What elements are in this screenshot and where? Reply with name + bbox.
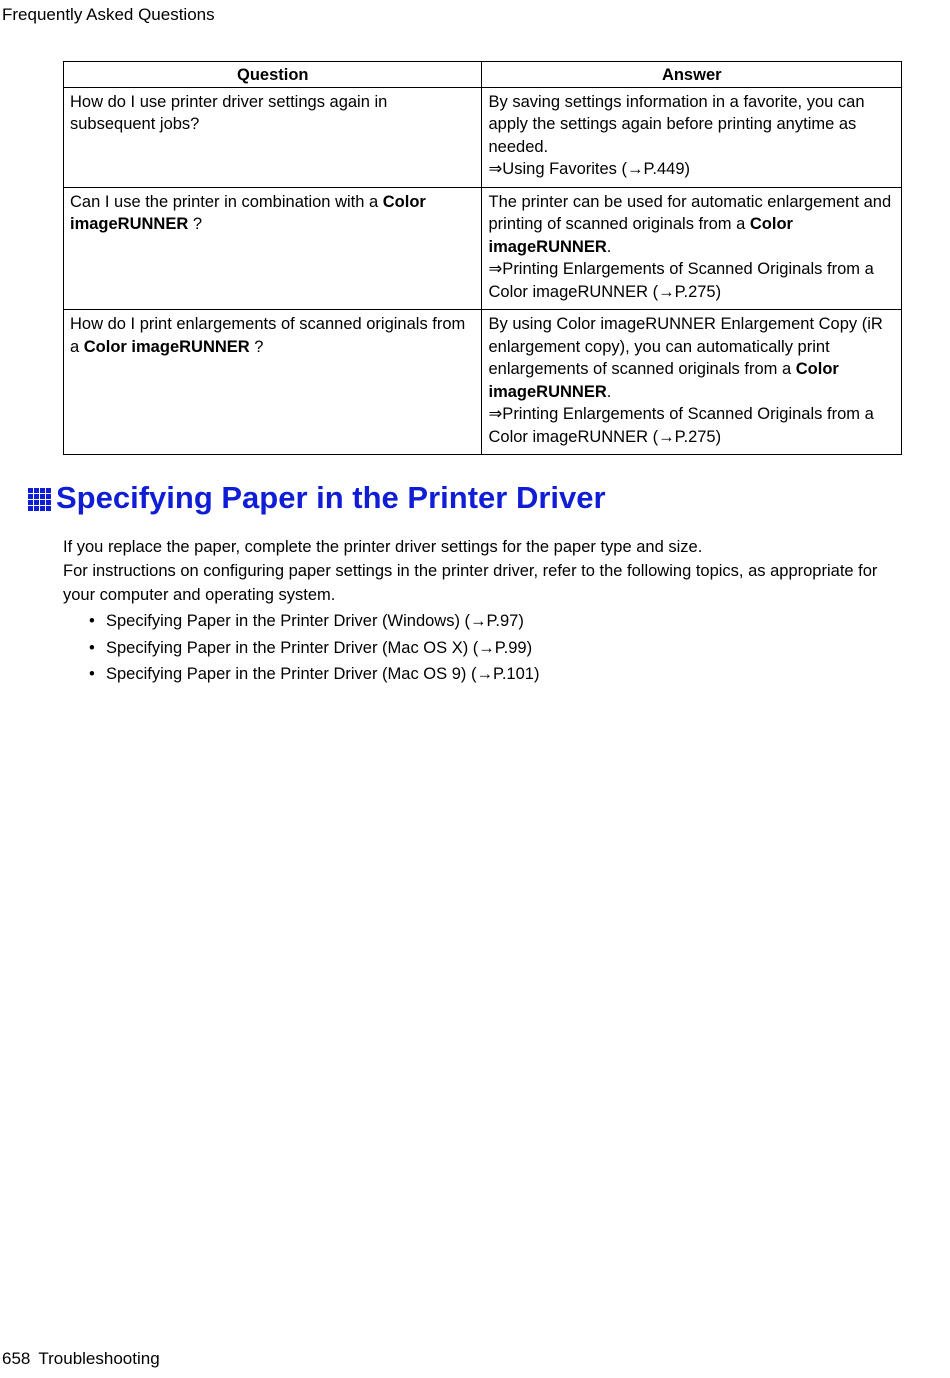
- answer-text: By using Color imageRUNNER Enlargement Copy (iR enlargement copy), you can automatically print enlargements of scanned originals from a: [488, 315, 883, 378]
- table-row: [64, 310, 902, 455]
- question-cell: [64, 310, 482, 455]
- question-cell: [64, 87, 482, 187]
- column-header-question: Question: [64, 62, 482, 88]
- answer-suffix: .: [606, 237, 612, 256]
- answer-text: The printer can be used for automatic enlargement and printing of scanned originals from a: [488, 192, 892, 233]
- grid-icon: [28, 488, 51, 511]
- section-intro: [63, 535, 903, 607]
- question-text: Can I use the printer in combination with a: [70, 192, 383, 211]
- answer-bold-text: Color imageRUNNER: [488, 215, 793, 256]
- answer-cell: [482, 310, 902, 455]
- faq-table: [63, 61, 902, 455]
- column-header-answer: Answer: [482, 62, 902, 88]
- section-title: Specifying Paper in the Printer Driver: [56, 480, 606, 515]
- intro-paragraph: If you replace the paper, complete the printer driver settings for the paper type and size.: [63, 538, 703, 556]
- running-header: Frequently Asked Questions: [2, 5, 215, 24]
- topic-list: [63, 608, 539, 688]
- answer-text: By saving settings information in a favorite, you can apply the settings again before printing anytime as needed.: [488, 92, 865, 156]
- answer-reference-link[interactable]: ⇒Using Favorites (→P.449): [488, 160, 690, 178]
- question-bold-text: Color imageRUNNER: [83, 337, 250, 356]
- question-suffix: ?: [188, 215, 203, 233]
- answer-reference-link[interactable]: ⇒Printing Enlargements of Scanned Originals from a Color imageRUNNER (→P.275): [488, 260, 874, 301]
- question-text: How do I use printer driver settings again in subsequent jobs?: [70, 92, 388, 133]
- page-footer: [2, 1349, 160, 1369]
- answer-reference-link[interactable]: ⇒Printing Enlargements of Scanned Originals from a Color imageRUNNER (→P.275): [488, 405, 874, 446]
- topic-link[interactable]: • Specifying Paper in the Printer Driver (Mac OS X) (→P.99): [63, 635, 539, 662]
- question-bold-text: Color imageRUNNER: [70, 192, 426, 233]
- answer-cell: [482, 187, 902, 310]
- answer-cell: [482, 87, 902, 187]
- topic-link[interactable]: • Specifying Paper in the Printer Driver (Windows) (→P.97): [63, 608, 539, 635]
- table-row: [64, 187, 902, 310]
- answer-bold-text: Color imageRUNNER: [488, 360, 839, 401]
- answer-suffix: .: [606, 382, 612, 401]
- table-header-row: [64, 62, 902, 88]
- footer-section-name: Troubleshooting: [38, 1349, 160, 1368]
- question-suffix: ?: [249, 337, 264, 356]
- section-heading: [28, 480, 606, 516]
- question-text: How do I print enlargements of scanned originals from a: [70, 315, 466, 356]
- table-row: [64, 87, 902, 187]
- intro-paragraph: For instructions on configuring paper settings in the printer driver, refer to the following topics, as appropriate for your computer and operating system.: [63, 562, 878, 604]
- question-cell: [64, 187, 482, 310]
- topic-link[interactable]: • Specifying Paper in the Printer Driver (Mac OS 9) (→P.101): [63, 661, 539, 688]
- page-number: 658: [2, 1349, 31, 1368]
